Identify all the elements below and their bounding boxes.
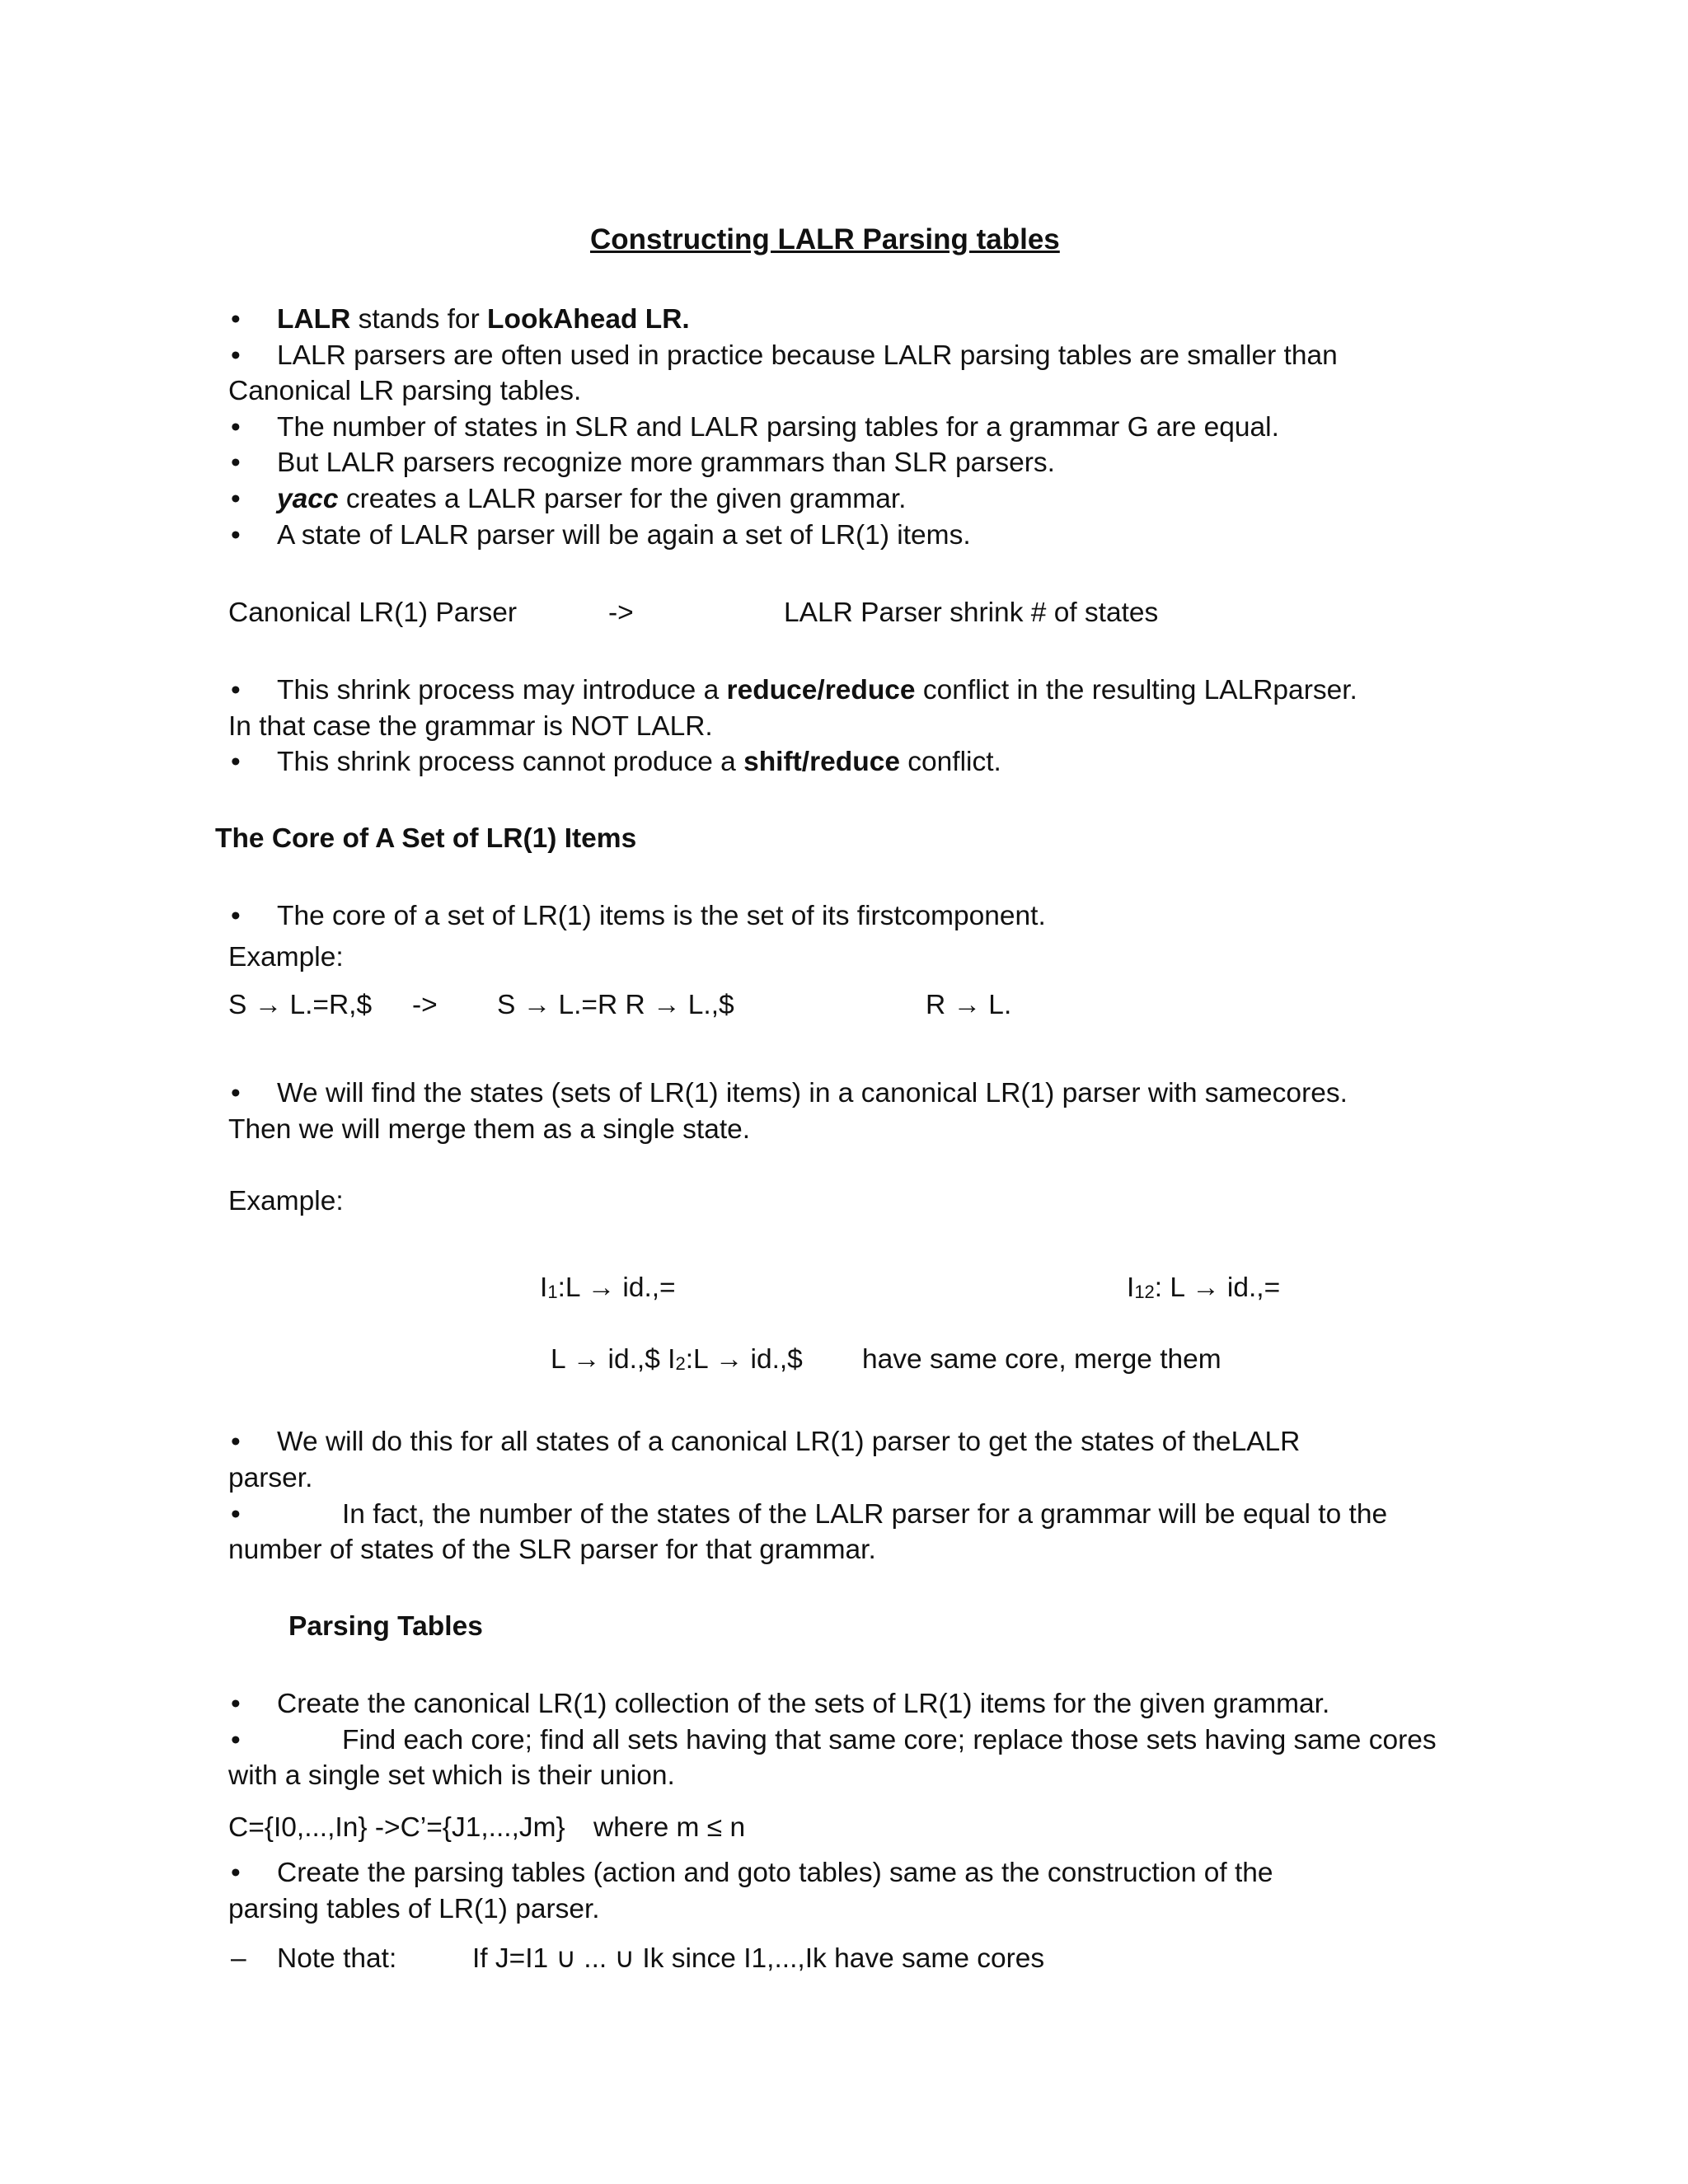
merge-note: have same core, merge them (862, 1344, 1221, 1375)
item-i1-rule: :L → id.,= (557, 1272, 676, 1303)
conflict2-post: conflict. (899, 747, 1001, 777)
formula-collection: C={I0,...,In} ->C’={J1,...,Jm} (228, 1812, 565, 1843)
example-label: Example: (228, 942, 344, 972)
item-i1-sub: 1 (547, 1282, 558, 1302)
bullet: • (231, 484, 241, 514)
reduce-reduce-term: reduce/reduce (726, 675, 916, 705)
yacc-term: yacc (277, 484, 339, 514)
item-i12 (1127, 1272, 1280, 1307)
bullet-text: The core of a set of LR(1) items is the set of its firstcomponent. (277, 901, 1046, 931)
note-text: If J=I1 ∪ ... ∪ Ik since I1,...,Ik have same cores (472, 1943, 1045, 1974)
item-i2 (551, 1343, 803, 1379)
section-heading-core: The Core of A Set of LR(1) Items (215, 823, 637, 854)
item-i2-prefix: L → id.,$ I (551, 1344, 676, 1375)
bullet: • (231, 747, 241, 777)
bullet-text: LALR parsers are often used in practice because LALR parsing tables are smaller than (277, 340, 1338, 371)
bullet: • (231, 520, 241, 551)
page-title: Constructing LALR Parsing tables (590, 223, 1060, 255)
bullet-text-yacc (277, 483, 906, 516)
note-label: Note that: (277, 1943, 397, 1974)
bullet: • (231, 304, 241, 335)
bullet: • (231, 448, 241, 478)
item-i12-sub: 12 (1134, 1282, 1155, 1302)
bullet-text-lalr-stands-for (277, 303, 690, 336)
item-i12-letter: I (1127, 1272, 1135, 1303)
section-heading-parsing-tables: Parsing Tables (288, 1611, 483, 1642)
example-label: Example: (228, 1186, 344, 1216)
yacc-rest: creates a LALR parser for the given grammar. (338, 484, 907, 514)
bullet-text-reduce-reduce (277, 674, 1357, 707)
bullet-text: A state of LALR parser will be again a set of LR(1) items. (277, 520, 971, 551)
bullet: • (231, 1078, 241, 1108)
conflict-post: conflict in the resulting LALRparser. (915, 675, 1357, 705)
bullet-text-continuation: with a single set which is their union. (228, 1760, 675, 1791)
bullet-text-shift-reduce (277, 746, 1001, 779)
bullet: • (231, 901, 241, 931)
example-left: S → L.=R,$ (228, 990, 373, 1020)
bullet: • (231, 1725, 241, 1755)
conflict-pre: This shrink process may introduce a (277, 675, 727, 705)
stands-for-text: stands for (350, 304, 488, 335)
bullet-text-continuation: number of states of the SLR parser for that grammar. (228, 1535, 876, 1565)
bullet-text: In fact, the number of the states of the LALR parser for a grammar will be equal to the (342, 1499, 1388, 1530)
bullet-text-continuation: parsing tables of LR(1) parser. (228, 1894, 600, 1924)
bullet: • (231, 412, 241, 443)
shift-reduce-term: shift/reduce (743, 747, 900, 777)
lookahead-term: LookAhead LR. (487, 304, 690, 335)
item-i1-letter: I (540, 1272, 548, 1303)
item-i1 (540, 1272, 676, 1307)
lalr-term: LALR (277, 304, 351, 335)
bullet-text: We will find the states (sets of LR(1) items) in a canonical LR(1) parser with samecores. (277, 1078, 1348, 1108)
bullet-text-continuation: Then we will merge them as a single state. (228, 1114, 751, 1145)
bullet-text: But LALR parsers recognize more grammars than SLR parsers. (277, 448, 1055, 478)
item-i2-sub: 2 (675, 1353, 686, 1374)
bullet: • (231, 1427, 241, 1457)
shrink-arrow: -> (608, 598, 634, 628)
shrink-left: Canonical LR(1) Parser (228, 598, 518, 628)
bullet-text-continuation: Canonical LR parsing tables. (228, 376, 582, 406)
bullet: • (231, 1499, 241, 1530)
example-right: R → L. (926, 990, 1012, 1020)
bullet: • (231, 1858, 241, 1888)
conflict2-pre: This shrink process cannot produce a (277, 747, 744, 777)
example-arrow: -> (412, 990, 438, 1020)
item-i2-rule: :L → id.,$ (685, 1344, 803, 1375)
item-i12-rule: : L → id.,= (1154, 1272, 1281, 1303)
bullet-text: Find each core; find all sets having that same core; replace those sets having same cores (342, 1725, 1437, 1755)
bullet: • (231, 1689, 241, 1719)
bullet-text: Create the canonical LR(1) collection of the sets of LR(1) items for the given grammar. (277, 1689, 1330, 1719)
bullet-text: Create the parsing tables (action and goto tables) same as the construction of the (277, 1858, 1273, 1888)
bullet-text-continuation: parser. (228, 1463, 313, 1493)
shrink-right: LALR Parser shrink # of states (784, 598, 1159, 628)
bullet-text: The number of states in SLR and LALR parsing tables for a grammar G are equal. (277, 412, 1279, 443)
bullet-text: We will do this for all states of a canonical LR(1) parser to get the states of theLALR (277, 1427, 1301, 1457)
bullet: • (231, 675, 241, 705)
example-middle: S → L.=R R → L.,$ (497, 990, 734, 1020)
dash-marker: – (231, 1943, 246, 1974)
bullet: • (231, 340, 241, 371)
bullet-text-continuation: In that case the grammar is NOT LALR. (228, 711, 713, 742)
formula-condition: where m ≤ n (593, 1812, 746, 1843)
